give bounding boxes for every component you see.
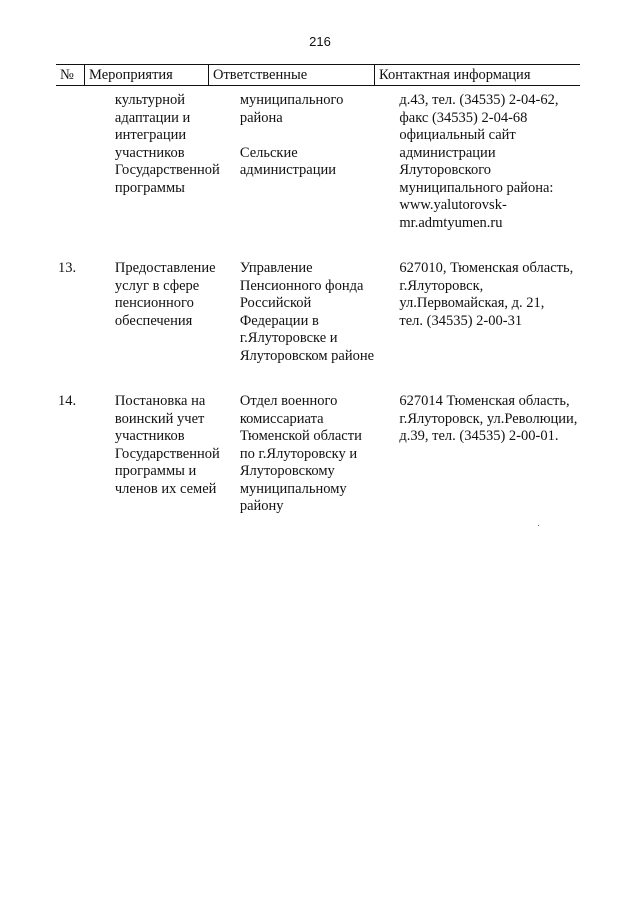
header-activities: Мероприятия [84, 65, 208, 85]
text-line: участников [114, 144, 185, 161]
table-header-row [56, 64, 580, 86]
text-line: программы и [114, 463, 197, 479]
contact-cell [397, 260, 580, 365]
text-line: Ялуторовского [399, 162, 492, 178]
text-line: администрации [239, 162, 337, 178]
text-line: Сельские [239, 144, 298, 161]
text-line: Федерации в [239, 312, 319, 329]
text-line: Предоставление [114, 260, 216, 276]
text-line: услуг в сфере [114, 277, 200, 294]
page-number: 216 [309, 34, 331, 49]
text-line: программы [114, 179, 185, 196]
text-line: Пенсионного фонда [239, 277, 364, 294]
text-line: членов их семей [114, 480, 217, 497]
text-line: по г.Ялуторовску и [239, 445, 358, 462]
contacts-table [56, 64, 580, 516]
text-line: району [239, 498, 284, 514]
text-line: интеграции [114, 127, 187, 143]
text-line: муниципальному [239, 480, 347, 497]
text-line: ул.Первомайская, д. 21, [399, 295, 545, 311]
text-line: г.Ялуторовск, [399, 277, 484, 294]
responsible-cell [238, 393, 398, 516]
scan-speck [538, 525, 539, 526]
text-line: муниципального [239, 92, 344, 108]
text-line: www.yalutorovsk- [399, 197, 507, 213]
text-line: 627010, Тюменская область, [399, 260, 574, 276]
text-line: Государственной [114, 445, 220, 462]
table-row [56, 260, 580, 365]
text-line: mr.admtyumen.ru [399, 214, 503, 231]
text-line: района [239, 109, 283, 126]
text-line: г.Ялуторовске и [239, 330, 338, 346]
activity-cell [85, 393, 238, 516]
text-line: обеспечения [114, 312, 193, 329]
text-line: Российской [239, 295, 312, 311]
text-line: 627014 Тюменская область, [399, 393, 570, 409]
activity-cell [85, 92, 238, 232]
text-line: Ялуторовском районе [239, 347, 375, 364]
text-line: официальный сайт [399, 127, 516, 143]
text-line: Ялуторовскому [239, 463, 335, 479]
table-row [56, 393, 580, 516]
text-line: комиссариата [239, 410, 324, 427]
text-line: тел. (34535) 2-00-31 [399, 312, 523, 329]
text-line: муниципального района: [399, 179, 554, 196]
header-responsible: Ответственные [208, 65, 374, 85]
text-line: Тюменской области [239, 428, 362, 444]
text-line: адаптации и [114, 109, 191, 126]
text-line: Государственной [114, 162, 220, 178]
row-number: 14. [58, 393, 77, 409]
text-line: Постановка на [114, 393, 206, 409]
text-line: г.Ялуторовск, ул.Революции, [399, 410, 578, 427]
contact-cell [397, 92, 580, 232]
text-line: культурной [114, 92, 186, 108]
text-line: факс (34535) 2-04-68 [399, 109, 528, 126]
text-line: д.43, тел. (34535) 2-04-62, [399, 92, 559, 108]
text-line: Отдел военного [239, 393, 338, 409]
table-row [56, 92, 580, 232]
text-line: воинский учет [114, 410, 205, 427]
blank-line [240, 127, 398, 145]
text-line: д.39, тел. (34535) 2-00-01. [399, 428, 559, 444]
row-number: 13. [58, 260, 77, 276]
contact-cell [397, 393, 580, 516]
table-body [56, 92, 580, 516]
text-line: пенсионного [114, 295, 194, 311]
responsible-cell [238, 260, 398, 365]
row-number [56, 92, 85, 232]
text-line: участников [114, 428, 185, 444]
responsible-cell [238, 92, 398, 232]
header-number: № [60, 67, 74, 83]
text-line: администрации [399, 144, 496, 161]
header-contact-info: Контактная информация [374, 65, 580, 85]
activity-cell [85, 260, 238, 365]
text-line: Управление [239, 260, 313, 276]
